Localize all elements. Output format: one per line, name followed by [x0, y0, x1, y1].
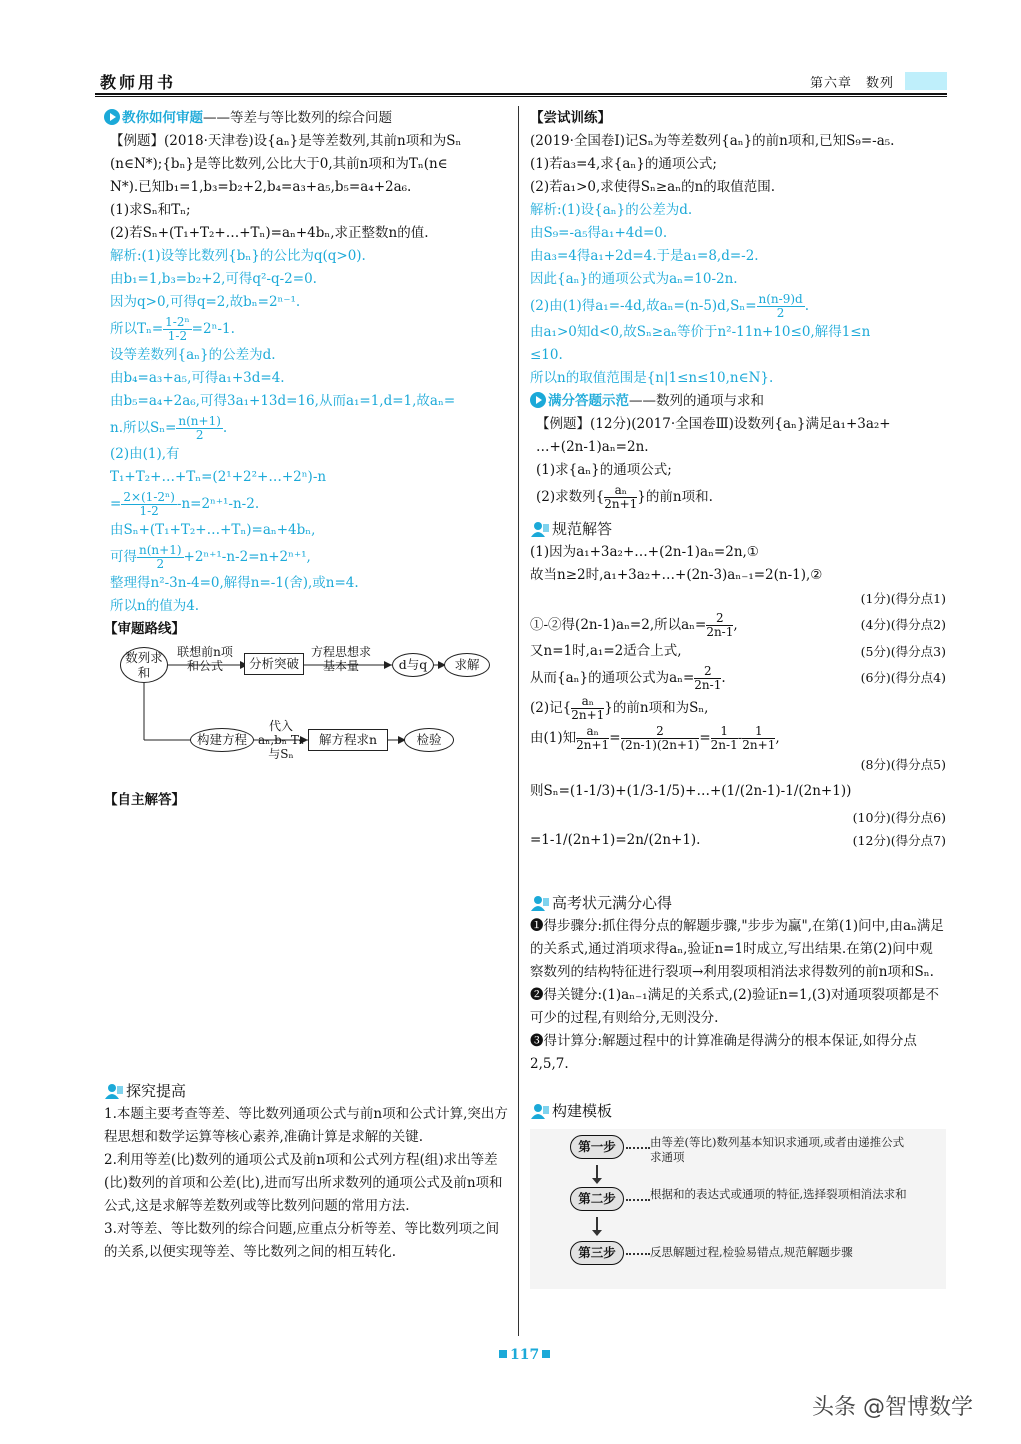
fraction: $\frac{\text{2×(1-2ⁿ)}}{1-2}$	[123, 490, 175, 518]
solution-line: 由Sₙ+(T₁+T₂+…+Tₙ)=aₙ+4bₙ,	[110, 522, 316, 538]
answer-line: (2)记{ $\frac{\text{aₙ}}{2n+1}$ }的前n项和为Sₙ,	[530, 694, 709, 722]
down-arrow-icon	[596, 1165, 598, 1179]
step-3-text: 反思解题过程,检验易错点,规范解题步骤	[650, 1245, 853, 1259]
explore-heading: 探究提高	[104, 1080, 510, 1103]
build-equation-node: 构建方程	[190, 728, 254, 752]
solution-line: 所以Tₙ= $\frac{\text{1-2ⁿ}}{1-2}$ =2ⁿ-1.	[110, 315, 235, 343]
fraction: $\frac{\text{aₙ}}{2n+1}$	[576, 724, 610, 752]
experience-item: ❸得计算分:解题过程中的计算准确是得满分的根本保证,如得分点2,5,7.	[530, 1033, 917, 1072]
problem-line: N*).已知b₁=1,b₃=b₂+2,b₄=a₃+a₅,b₅=a₄+2a₆.	[110, 179, 412, 195]
label-substitute: 代入aₙ,bₙ Tₙ与Sₙ	[257, 719, 305, 761]
fraction: $\frac{1}{2n-1}$	[710, 724, 738, 752]
answer-line: 由(1)知 $\frac{\text{aₙ}}{2n+1}$ = $\frac{2}{(2n-1)(2n+1)}$ = $\frac{1}{2n-1}$ - $\frac{1}{2n+1}$ ,	[530, 724, 780, 752]
fraction: $\frac{\text{aₙ}}{2n+1}$	[571, 694, 605, 722]
experience-item: ❶得步骤分:抓住得分点的解题步骤,"步步为赢",在第(1)问中,由aₙ满足的关系式,通过消项求得aₙ,验证n=1时成立,写出结果.在第(2)问中观察数列的结构特征进行裂项→利用裂项相消法求得数列的前n项和Sₙ.	[530, 918, 944, 980]
step-connector	[626, 1253, 650, 1255]
step-connector	[626, 1147, 650, 1149]
solution-line: 整理得n²-3n-4=0,解得n=-1(舍),或n=4.	[110, 575, 359, 591]
standard-answer	[530, 541, 946, 852]
answer-line: =1-1/(2n+1)=2n/(2n+1). (12分)(得分点7)	[530, 829, 946, 852]
score-note: (1分)(得分点1)	[860, 591, 946, 606]
header-rule	[95, 93, 947, 95]
solution-line: 设等差数列{aₙ}的公差为d.	[110, 347, 276, 363]
explore-item: 1.本题主要考查等差、等比数列通项公式与前n项和公式计算,突出方程思想和数学运算等核心素养,准确计算是求解的关键.	[104, 1106, 508, 1145]
answer-line: 则Sₙ=(1-1/3)+(1/3-1/5)+…+(1/(2n-1)-1/(2n+1))	[530, 783, 852, 799]
student-icon	[530, 521, 550, 537]
solution-line: 由b₅=a₄+2a₆,可得3a₁+13d=16,从而a₁=1,d=1,故aₙ=	[110, 393, 456, 409]
template-steps	[530, 1129, 946, 1289]
fraction: $\frac{\text{1-2ⁿ}}{1-2}$	[165, 315, 190, 343]
try-problem-line: (1)若a₃=4,求{aₙ}的通项公式;	[530, 156, 717, 172]
problem-line: (n∈N*);{bₙ}是等比数列,公比大于0,其前n项和为Tₙ(n∈	[110, 156, 448, 172]
start-node: 数列求和	[120, 647, 168, 683]
solution-line: 因此{aₙ}的通项公式为aₙ=10-2n.	[530, 271, 738, 287]
solution-line: T₁+T₂+…+Tₙ=(2¹+2²+…+2ⁿ)-n	[110, 469, 327, 485]
solution-line: 由b₁=1,b₃=b₂+2,可得q²-q-2=0.	[110, 271, 317, 287]
explore-list	[104, 1103, 510, 1264]
solution-line: 可得 $\frac{n(n+1)}{2}$ +2ⁿ⁺¹-n-2=n+2ⁿ⁺¹,	[110, 543, 311, 571]
answer-line: 故当n≥2时,a₁+3a₂+…+(2n-3)aₙ₋₁=2(n-1),②	[530, 567, 823, 583]
problem-line: (2)若Sₙ+(T₁+T₂+…+Tₙ)=aₙ+4bₙ,求正整数n的值.	[110, 225, 429, 241]
solution-line: 所以n的值为4.	[110, 598, 200, 614]
answer-space	[104, 812, 510, 1074]
try-title: 【尝试训练】	[530, 110, 611, 126]
self-answer-title: 【自主解答】	[104, 792, 185, 808]
fraction: $\frac{1}{2n+1}$	[742, 724, 776, 752]
solution-line: 因为q>0,可得q=2,故bₙ=2ⁿ⁻¹.	[110, 294, 301, 310]
solution-line: 由S₉=-a₅得a₁+4d=0.	[530, 225, 668, 241]
solution-line: n.所以Sₙ= $\frac{n(n+1)}{2}$ .	[110, 414, 228, 442]
try-problem-line: (2019·全国卷Ⅰ)记Sₙ为等差数列{aₙ}的前n项和,已知S₉=-a₅.	[530, 133, 895, 149]
template-heading: 构建模板	[530, 1100, 946, 1123]
chapter-label: 第六章 数列	[810, 76, 895, 91]
answer-line: 又n=1时,a₁=2适合上式, (5分)(得分点3)	[530, 640, 946, 663]
demo-heading: 满分答题示范——数列的通项与求和	[530, 390, 946, 413]
demo-problem-line: 【例题】(12分)(2017·全国卷Ⅲ)设数列{aₙ}满足a₁+3a₂+	[536, 416, 891, 432]
solve-node: 求解	[444, 653, 490, 677]
fraction: $\frac{2}{2n-1}$	[706, 611, 734, 639]
step-1-badge: 第一步	[570, 1135, 624, 1159]
topic-heading	[104, 107, 510, 130]
standard-answer-heading: 规范解答	[530, 518, 946, 541]
answer-line: ①-②得(2n-1)aₙ=2,所以aₙ= $\frac{2}{2n-1}$ , (4分)(得分点2)	[530, 611, 946, 639]
explore-item: 3.对等差、等比数列的综合问题,应重点分析等差、等比数列项之间的关系,以便实现等差、等比数列之间的相互转化.	[104, 1221, 500, 1260]
step-2-text: 根据和的表达式或通项的特征,选择裂项相消法求和	[650, 1187, 907, 1201]
solution-line: 所以n的取值范围是{n|1≤n≤10,n∈N}.	[530, 370, 774, 386]
demo-problem-line: …+(2n-1)aₙ=2n.	[536, 439, 649, 455]
step-2-badge: 第二步	[570, 1187, 624, 1211]
solution-line: 解析:(1)设等比数列{bₙ}的公比为q(q>0).	[110, 248, 366, 264]
answer-line: (1)因为a₁+3a₂+…+(2n-1)aₙ=2n,①	[530, 544, 759, 560]
fraction: $\frac{2}{2n-1}$	[694, 664, 722, 692]
experience-list	[530, 915, 946, 1076]
d-and-q-node: d与q	[392, 653, 434, 677]
score-note: (4分)(得分点2)	[860, 617, 946, 632]
play-icon	[104, 109, 120, 125]
solution-line: (2)由(1),有	[110, 446, 180, 462]
fraction: $\frac{n(n+1)}{2}$	[139, 543, 182, 571]
experience-item: ❷得关键分:(1)aₙ₋₁满足的关系式,(2)验证n=1,(3)对通项裂项都是不可少的过程,有则给分,无则没分.	[530, 987, 940, 1026]
verify-node: 检验	[404, 728, 454, 752]
solution-line: 由b₄=a₃+a₅,可得a₁+3d=4.	[110, 370, 285, 386]
solution-line: (2)由(1)得a₁=-4d,故aₙ=(n-5)d,Sₙ= $\frac{n(n-9)d}{2}$ .	[530, 292, 810, 320]
right-column	[530, 107, 946, 1289]
route-title: 【审题路线】	[104, 621, 185, 637]
example-problem	[104, 130, 510, 245]
page-number: 117	[496, 1347, 553, 1363]
label-equation-thinking: 方程思想求基本量	[310, 645, 371, 673]
experience-heading: 高考状元满分心得	[530, 892, 946, 915]
student-icon	[530, 1103, 550, 1119]
problem-line: (1)求Sₙ和Tₙ;	[110, 202, 191, 218]
topic-title: ——等差与等比数列的综合问题	[203, 110, 392, 126]
analyze-box: 分析突破	[244, 653, 304, 675]
solution-line: ≤10.	[530, 347, 563, 363]
header-rule-thin	[95, 96, 947, 97]
solution-line: 由a₃=4得a₁+2d=4.于是a₁=8,d=-2.	[530, 248, 759, 264]
solution	[104, 245, 510, 618]
label-sum-formula: 联想前n项和公式	[177, 645, 233, 673]
score-note: (10分)(得分点6)	[852, 810, 946, 825]
book-label: 教师用书	[100, 73, 177, 92]
try-solution	[530, 199, 946, 390]
route-diagram	[104, 645, 510, 775]
solution-line: = $\frac{\text{2×(1-2ⁿ)}}{1-2}$ -n=2ⁿ⁺¹-n-2.	[110, 490, 260, 518]
score-note: (6分)(得分点4)	[860, 670, 946, 685]
score-note: (12分)(得分点7)	[852, 833, 946, 848]
answer-line: 从而{aₙ}的通项公式为aₙ= $\frac{2}{2n-1}$ . (6分)(得分点4)	[530, 664, 946, 692]
fraction: $\frac{\text{aₙ}}{2n+1}$	[604, 483, 638, 511]
step-1-text: 由等差(等比)数列基本知识求通项,或者由递推公式求通项	[650, 1135, 905, 1164]
explore-item: 2.利用等差(比)数列的通项公式及前n项和公式列方程(组)求出等差(比)数列的首项和公差(比),进而写出所求数列的通项公式及前n项和公式,这是求解等差数列或等比数列问题的常用方法.	[104, 1152, 503, 1214]
column-divider	[518, 106, 519, 1336]
score-note: (5分)(得分点3)	[860, 644, 946, 659]
down-arrow-icon	[596, 1217, 598, 1231]
score-note: (8分)(得分点5)	[860, 757, 946, 772]
fraction: $\frac{n(n-9)d}{2}$	[758, 292, 803, 320]
try-problem-line: (2)若a₁>0,求使得Sₙ≥aₙ的n的取值范围.	[530, 179, 776, 195]
student-icon	[530, 895, 550, 911]
step-connector	[626, 1199, 650, 1201]
play-icon	[530, 392, 546, 408]
left-column	[104, 107, 510, 1264]
solve-equation-box: 解方程求n	[308, 729, 388, 751]
fraction: $\frac{n(n+1)}{2}$	[178, 414, 221, 442]
step-3-badge: 第三步	[570, 1241, 624, 1265]
topic-label: 教你如何审题	[122, 110, 203, 126]
solution-line: 解析:(1)设{aₙ}的公差为d.	[530, 202, 693, 218]
chapter-color-bar	[905, 72, 947, 90]
demo-problem-line: (1)求{aₙ}的通项公式;	[536, 462, 672, 478]
fraction: $\frac{2}{(2n-1)(2n+1)}$	[620, 724, 700, 752]
student-icon	[104, 1083, 124, 1099]
demo-problem-line: (2)求数列{ $\frac{\text{aₙ}}{2n+1}$ }的前n项和.	[536, 483, 713, 511]
problem-line: 【例题】(2018·天津卷)设{aₙ}是等差数列,其前n项和为Sₙ	[110, 133, 462, 149]
solution-line: 由a₁>0知d<0,故Sₙ≥aₙ等价于n²-11n+10≤0,解得1≤n	[530, 324, 871, 340]
watermark: 头条 @智博数学	[812, 1395, 973, 1420]
